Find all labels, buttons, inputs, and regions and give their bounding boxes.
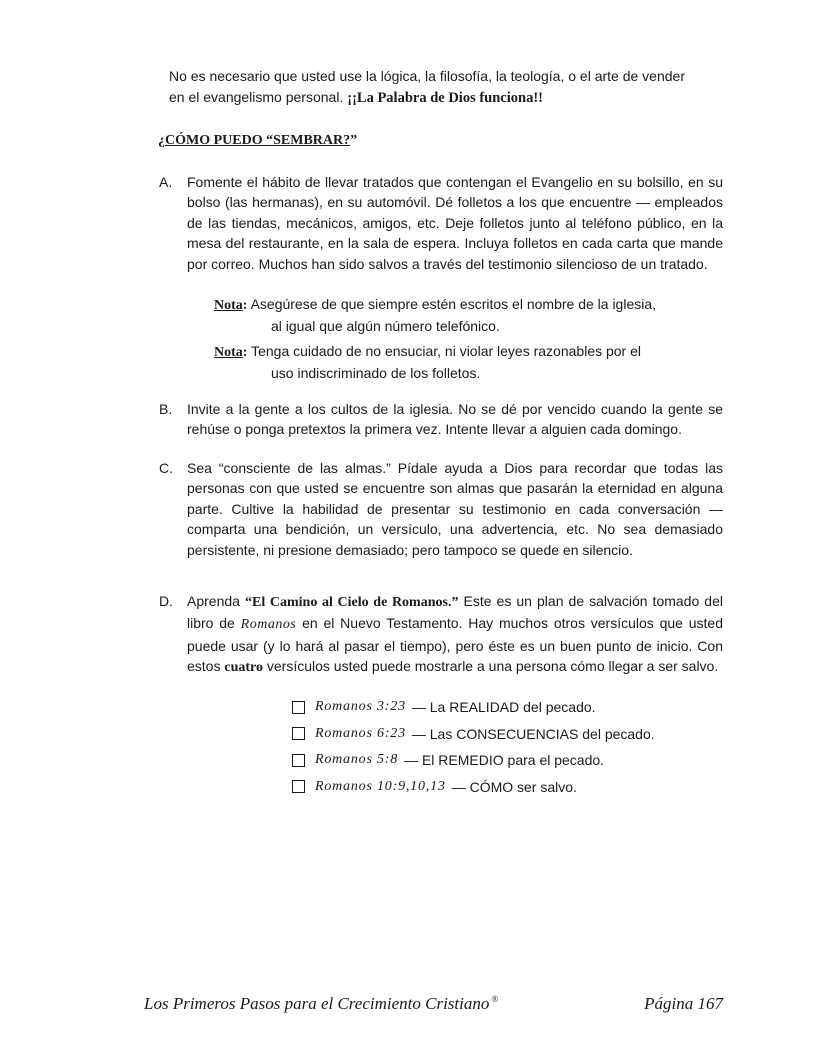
item-text: Sea “consciente de las almas.” Pídale ayuda a Dios para recordar que todas las personas con que usted se encuentre son almas que pasarán la eternidad en alguna parte. Cultive la habilidad de presentar su testimonio en cada conversación — comparta una bendición, un versículo, una advertencia, etc. No sea demasiado persistente, ni presione demasiado; pero tampoco se quede en silencio. [187, 460, 723, 558]
note-label: Nota [214, 345, 243, 360]
item-text: Fomente el hábito de llevar tratados que contengan el Evangelio en su bolsillo, en su bolso (las hermanas), en su automóvil. Dé folletos a los que encuentre — empleados de las tiendas, mecánicos, amigos, etc. Deje folletos junto al teléfono público, en la mesa del restaurante, en la sala de espera. Incluya folletos en cada carta que mande por correo. Muchos han sido salvos a través del testimonio silencioso de un tratado. [187, 174, 723, 272]
verse-checklist [292, 694, 712, 800]
verse-row [292, 774, 712, 801]
checkbox-icon [292, 727, 305, 740]
verse-reference: Romanos 3:23 [315, 699, 406, 715]
verse-row [292, 694, 712, 721]
book-name: Romanos [240, 617, 297, 633]
list-item-d [159, 591, 723, 679]
verse-reference: Romanos 10:9,10,13 [315, 778, 446, 794]
item-text [187, 591, 723, 679]
item-letter: D. [159, 593, 173, 609]
list-item-b [159, 399, 723, 440]
heading-suffix: ” [350, 133, 358, 148]
verse-reference: Romanos 6:23 [315, 725, 406, 741]
intro-text: No es necesario que usted use la lógica, la filosofía, la teología, o el arte de vender en el evangelismo personal. [169, 68, 685, 105]
item-text: Invite a la gente a los cultos de la iglesia. No se dé por vencido cuando la gente se rehúse o ponga pretextos la primera vez. Intente llevar a alguien cada domingo. [187, 401, 723, 438]
note-1: Nota: Asegúrese de que siempre estén escritos el nombre de la iglesia, al igual que algún número telefónico. [214, 294, 704, 337]
item-emphasis: cuatro [224, 660, 263, 676]
item-letter: C. [159, 460, 173, 476]
verse-description: — La REALIDAD del pecado. [411, 699, 596, 716]
verse-row [292, 721, 712, 748]
item-letter: B. [159, 401, 173, 417]
checkbox-icon [292, 780, 305, 793]
heading-prefix: ¿ [158, 133, 165, 148]
heading-text: CÓMO PUEDO “SEMBRAR? [165, 133, 351, 148]
book-title: Los Primeros Pasos para el Crecimiento Cristiano [144, 994, 490, 1013]
item-letter: A. [159, 174, 173, 190]
list-item-a [159, 172, 723, 274]
item-text-part: Aprenda [187, 593, 245, 609]
registered-mark: ® [491, 994, 499, 1004]
checkbox-icon [292, 701, 305, 714]
section-heading [158, 133, 357, 149]
verse-row [292, 747, 712, 774]
verse-reference: Romanos 5:8 [315, 752, 399, 768]
item-emphasis: “El Camino al Cielo de Romanos.” [244, 595, 459, 610]
item-text-part: Este es un plan de salvación tomado del libro de [187, 593, 723, 632]
item-text-part: en el Nuevo Testamento. Hay muchos otros versículos que usted puede usar (y lo hará al pasar el tiempo), pero éste es un buen punto de inicio. Con estos [187, 615, 723, 675]
note-line-1: Tenga cuidado de no ensuciar, ni violar leyes razonables por el [251, 343, 642, 359]
intro-emphasis: ¡¡La Palabra de Dios funciona!! [347, 90, 543, 106]
verse-description: — El REMEDIO para el pecado. [404, 752, 605, 769]
verse-description: — Las CONSECUENCIAS del pecado. [411, 725, 655, 742]
note-label: Nota [214, 298, 243, 313]
note-line-2: uso indiscriminado de los folletos. [271, 365, 481, 382]
list-item-c [159, 458, 723, 560]
note-2: Nota: Tenga cuidado de no ensuciar, ni violar leyes razonables por el uso indiscriminado de los folletos. [214, 341, 704, 384]
intro-paragraph [169, 66, 689, 109]
item-text-part: versículos usted puede mostrarle a una persona cómo llegar a ser salvo. [262, 658, 719, 675]
note-line-1: Asegúrese de que siempre estén escritos el nombre de la iglesia, [250, 296, 657, 312]
checkbox-icon [292, 754, 305, 767]
footer-book-title [144, 994, 498, 1014]
note-line-2: al igual que algún número telefónico. [271, 318, 500, 335]
verse-description: — CÓMO ser salvo. [451, 778, 577, 795]
page-number: Página 167 [644, 994, 723, 1013]
